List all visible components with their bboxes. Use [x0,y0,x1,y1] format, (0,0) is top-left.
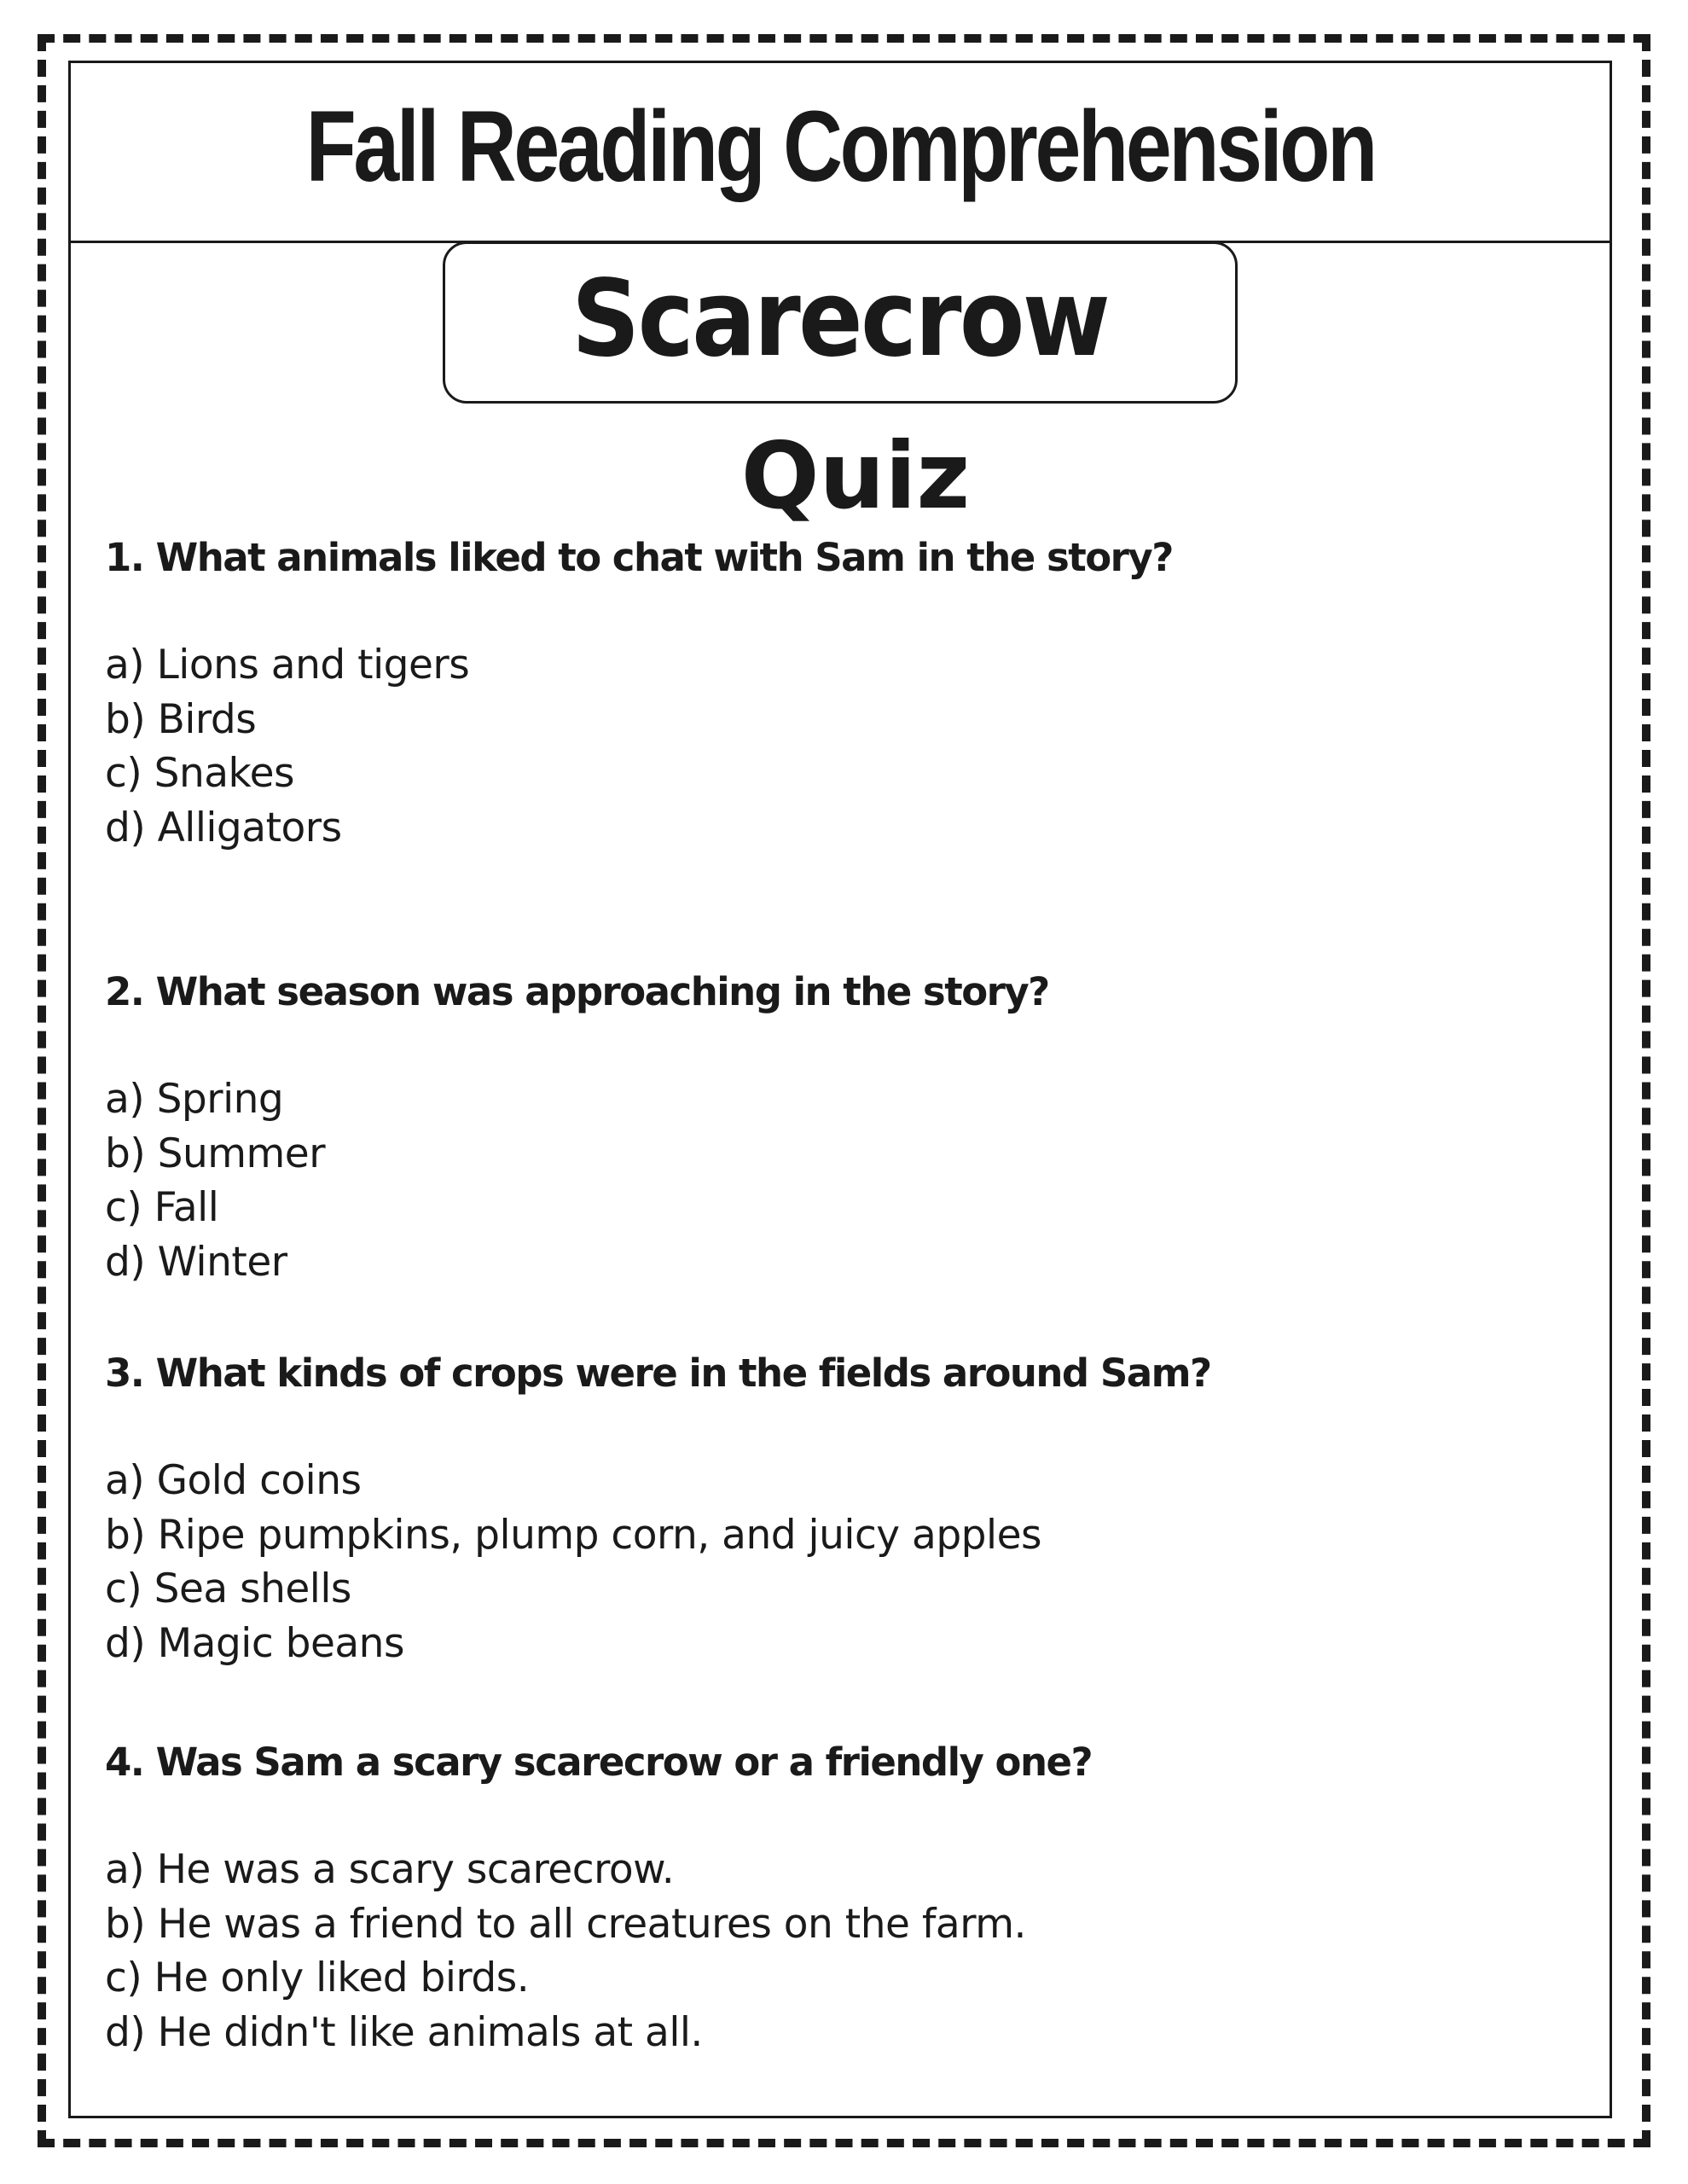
question-4 [105,1735,1555,2059]
question-prompt: 4. Was Sam a scary scarecrow or a friendly one? [105,1740,1093,1785]
answer-option-b: b) Ripe pumpkins, plump corn, and juicy apples [105,1511,1041,1559]
answer-option-b: b) Summer [105,1130,326,1177]
answer-option-c: c) He only liked birds. [105,1955,530,2001]
quiz-heading: Quiz [740,423,971,530]
question-prompt: 1. What animals liked to chat with Sam in the story? [105,535,1173,580]
answer-option-c: c) Fall [105,1184,219,1231]
story-title: Scarecrow [571,258,1109,380]
worksheet-frame [68,61,1612,2118]
answer-option-a: a) Gold coins [105,1457,362,1504]
question-3 [105,1346,1555,1670]
answer-options [105,1454,1555,1670]
page-title: Fall Reading Comprehension [305,90,1375,203]
answer-option-d: d) He didn't like animals at all. [105,2008,703,2056]
answer-option-a: a) Lions and tigers [105,642,470,688]
answer-option-b: b) He was a friend to all creatures on the farm. [105,1900,1026,1948]
header-band [71,63,1610,243]
answer-option-c: c) Snakes [105,750,294,797]
question-prompt: 2. What season was approaching in the story? [105,969,1049,1014]
answer-option-b: b) Birds [105,695,257,743]
answer-option-d: d) Magic beans [105,1619,404,1667]
question-2 [105,965,1555,1289]
answer-option-c: c) Sea shells [105,1565,351,1612]
story-title-box [443,241,1238,404]
answer-option-a: a) Spring [105,1076,284,1123]
answer-option-d: d) Winter [105,1238,287,1286]
question-1 [105,531,1555,855]
answer-options [105,638,1555,855]
question-prompt: 3. What kinds of crops were in the fields around Sam? [105,1350,1211,1396]
answer-option-d: d) Alligators [105,804,342,851]
answer-options [105,1843,1555,2059]
answer-option-a: a) He was a scary scarecrow. [105,1846,675,1893]
answer-options [105,1072,1555,1289]
